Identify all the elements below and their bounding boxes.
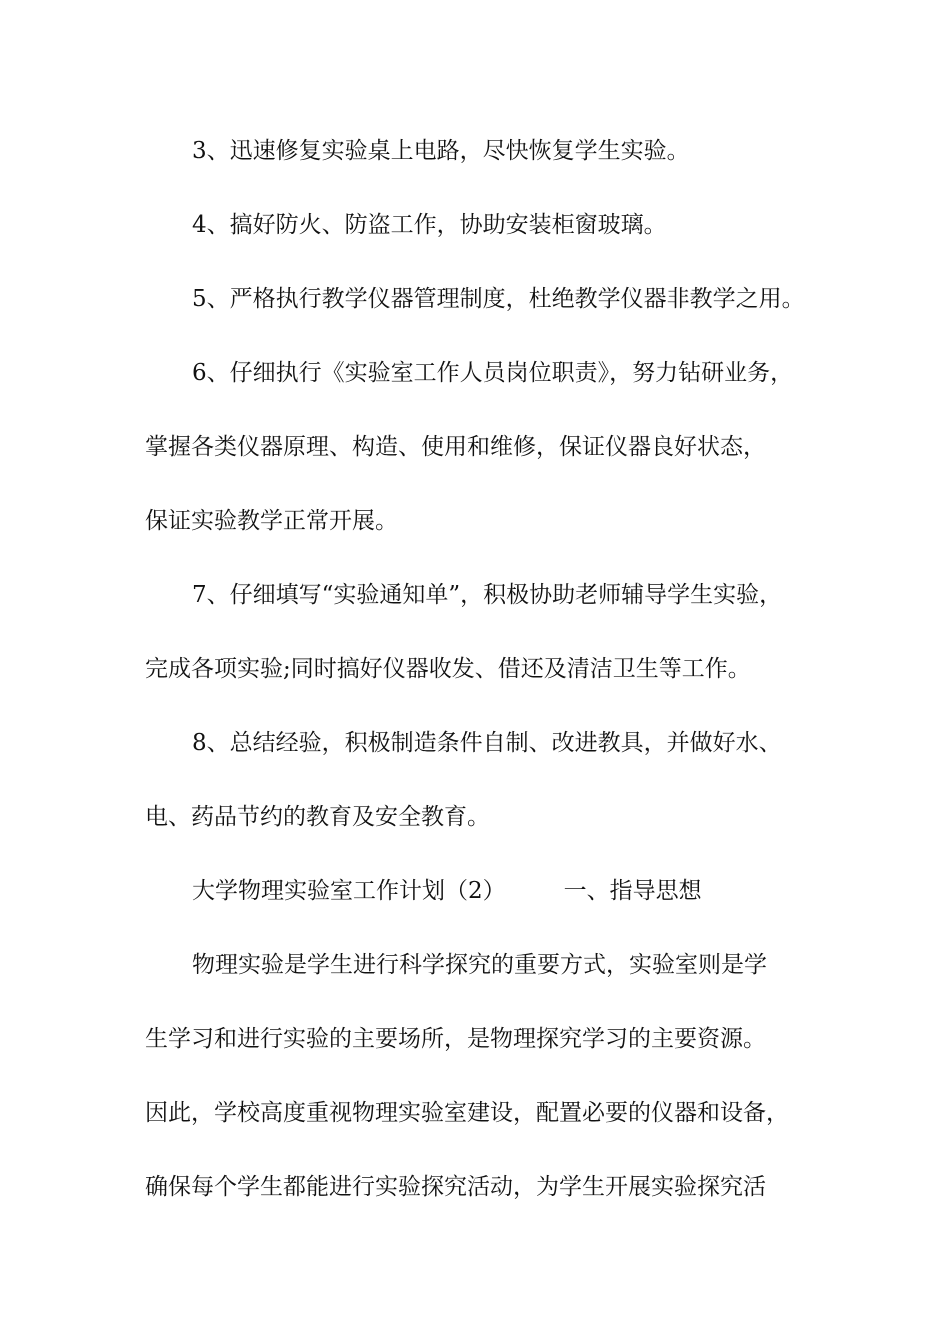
text-line: 6、仔细执行《实验室工作人员岗位职责》，努力钻研业务， bbox=[192, 360, 794, 386]
list-item-7 bbox=[145, 572, 825, 720]
text-line: 生学习和进行实验的主要场所，是物理探究学习的主要资源。 bbox=[145, 1026, 766, 1052]
text-line: 因此，学校高度重视物理实验室建设，配置必要的仪器和设备， bbox=[145, 1100, 789, 1126]
text-line: 保证实验教学正常开展。 bbox=[145, 508, 398, 534]
list-item-3 bbox=[145, 128, 825, 202]
text-line: 完成各项实验;同时搞好仪器收发、借还及清洁卫生等工作。 bbox=[145, 656, 751, 682]
document-body bbox=[145, 128, 825, 1238]
text-line: 7、仔细填写“实验通知单”，积极协助老师辅导学生实验， bbox=[192, 582, 783, 608]
section-title: 大学物理实验室工作计划（2） bbox=[192, 878, 506, 904]
text-line: 5、严格执行教学仪器管理制度，杜绝教学仪器非教学之用。 bbox=[192, 286, 805, 312]
list-item-6 bbox=[145, 350, 825, 572]
text-line: 4、搞好防火、防盗工作，协助安装柜窗玻璃。 bbox=[192, 212, 667, 238]
text-line: 3、迅速修复实验桌上电路，尽快恢复学生实验。 bbox=[192, 138, 690, 164]
text-line: 物理实验是学生进行科学探究的重要方式，实验室则是学 bbox=[192, 952, 767, 978]
section-subtitle: 一、指导思想 bbox=[563, 878, 702, 904]
body-paragraph bbox=[145, 942, 825, 1238]
text-line: 确保每个学生都能进行实验探究活动，为学生开展实验探究活 bbox=[145, 1174, 766, 1200]
text-line: 掌握各类仪器原理、构造、使用和维修，保证仪器良好状态， bbox=[145, 434, 766, 460]
list-item-5 bbox=[145, 276, 825, 350]
text-line: 8、总结经验，积极制造条件自制、改进教具，并做好水、 bbox=[192, 730, 782, 756]
section-heading bbox=[145, 868, 825, 942]
list-item-4 bbox=[145, 202, 825, 276]
list-item-8 bbox=[145, 720, 825, 868]
text-line: 电、药品节约的教育及安全教育。 bbox=[145, 804, 490, 830]
